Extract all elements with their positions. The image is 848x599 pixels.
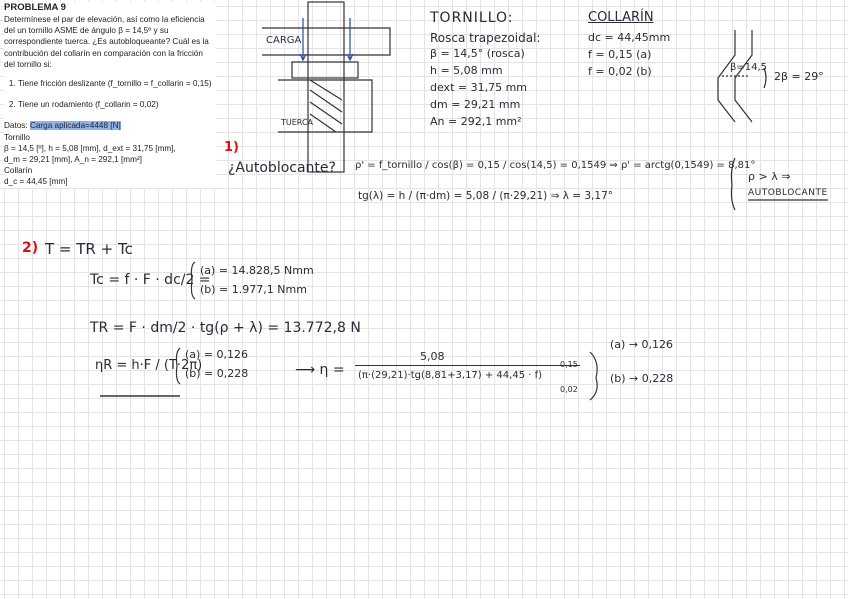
highlighted-load[interactable]: Carga aplicada=4448 [N]: [29, 121, 121, 131]
dc-note: dc = 44,45mm: [588, 31, 671, 44]
tc-result-a: (a) = 14.828,5 Nmm: [200, 264, 314, 277]
eta-denominator: (π·(29,21)·tg(8,81+3,17) + 44,45 · f): [358, 370, 543, 381]
eta-equation: ηR = h·F / (T·2π): [95, 358, 203, 373]
fraction-bar: [355, 365, 580, 366]
collar-title: COLLARÍN: [588, 10, 654, 25]
h-note: h = 5,08 mm: [430, 64, 503, 77]
screw-label: Tornillo: [4, 132, 30, 142]
data-label: Datos:: [4, 121, 28, 131]
tornillo-title: TORNILLO:: [430, 10, 514, 26]
lambda-equation: tg(λ) = h / (π·dm) = 5,08 / (π·29,21) ⇒ λ = 3,17°: [358, 190, 614, 202]
fa-note: f = 0,15 (a): [588, 48, 652, 61]
dm-note: dm = 29,21 mm: [430, 98, 521, 111]
load-label: CARGA: [266, 35, 302, 46]
case-item: 1. Tiene fricción deslizante (f_tornillo = f_collarin = 0,15): [18, 78, 216, 89]
problem-title: PROBLEMA 9: [4, 2, 66, 13]
double-angle-label: 2β = 29°: [774, 70, 824, 83]
dext-note: dext = 31,75 mm: [430, 81, 528, 94]
tc-result-b: (b) = 1.977,1 Nmm: [200, 283, 307, 296]
part1-number: 1): [224, 140, 239, 155]
nut-label: TUERCA: [281, 118, 314, 127]
case-item: 2. Tiene un rodamiento (f_collarin = 0,02): [18, 99, 216, 110]
arrow-glyph: ⟶ η =: [295, 362, 345, 378]
result-b: (b) → 0,228: [610, 372, 674, 385]
result-a: (a) → 0,126: [610, 338, 674, 351]
collar-value: d_c = 44,45 [mm]: [4, 177, 68, 187]
beta-note: β = 14,5° (rosca): [430, 47, 525, 60]
eta-result-a: (a) = 0,126: [185, 348, 249, 361]
tc-equation: Tc = f · F · dc/2 =: [90, 272, 211, 288]
screw-values: β = 14,5 [º], h = 5,08 [mm], d_ext = 31,75 [mm],: [4, 143, 176, 153]
total-torque: T = TR + Tc: [45, 240, 133, 258]
f-upper: 0,15: [560, 360, 578, 369]
fb-note: f = 0,02 (b): [588, 65, 652, 78]
autoblocante-question: ¿Autoblocante?: [228, 160, 336, 176]
thread-angle-label: β=14,5: [730, 62, 768, 73]
autoblocante-conclusion: AUTOBLOCANTE: [748, 188, 828, 198]
part2-number: 2): [22, 240, 39, 256]
screw-values-2: d_m = 29,21 [mm], A_n = 292,1 [mm²]: [4, 155, 142, 165]
f-lower: 0,02: [560, 385, 578, 394]
eta-result-b: (b) = 0,228: [185, 367, 249, 380]
problem-text: Determínese el par de elevación, así como la eficiencia del un tornillo ASME de ángulo β = 14,5º y su correspondiente tuerca. ¿Es autobloqueante? Cuál es la contribución del collarín en comparación con la fricción del tornillo si:: [4, 15, 209, 69]
an-note: An = 292,1 mm²: [430, 115, 522, 128]
eta-numerator: 5,08: [420, 350, 445, 363]
thread-type: Rosca trapezoidal:: [430, 31, 541, 45]
rho-equation: ρ' = f_tornillo / cos(β) = 0,15 / cos(14,5) = 0,1549 ⇒ ρ' = arctg(0,1549) = 8,81°: [355, 160, 756, 171]
tr-equation: TR = F · dm/2 · tg(ρ + λ) = 13.772,8 N: [90, 320, 361, 336]
collar-label: Collarín: [4, 166, 33, 176]
conclusion-line: ρ > λ ⇒: [748, 170, 791, 183]
